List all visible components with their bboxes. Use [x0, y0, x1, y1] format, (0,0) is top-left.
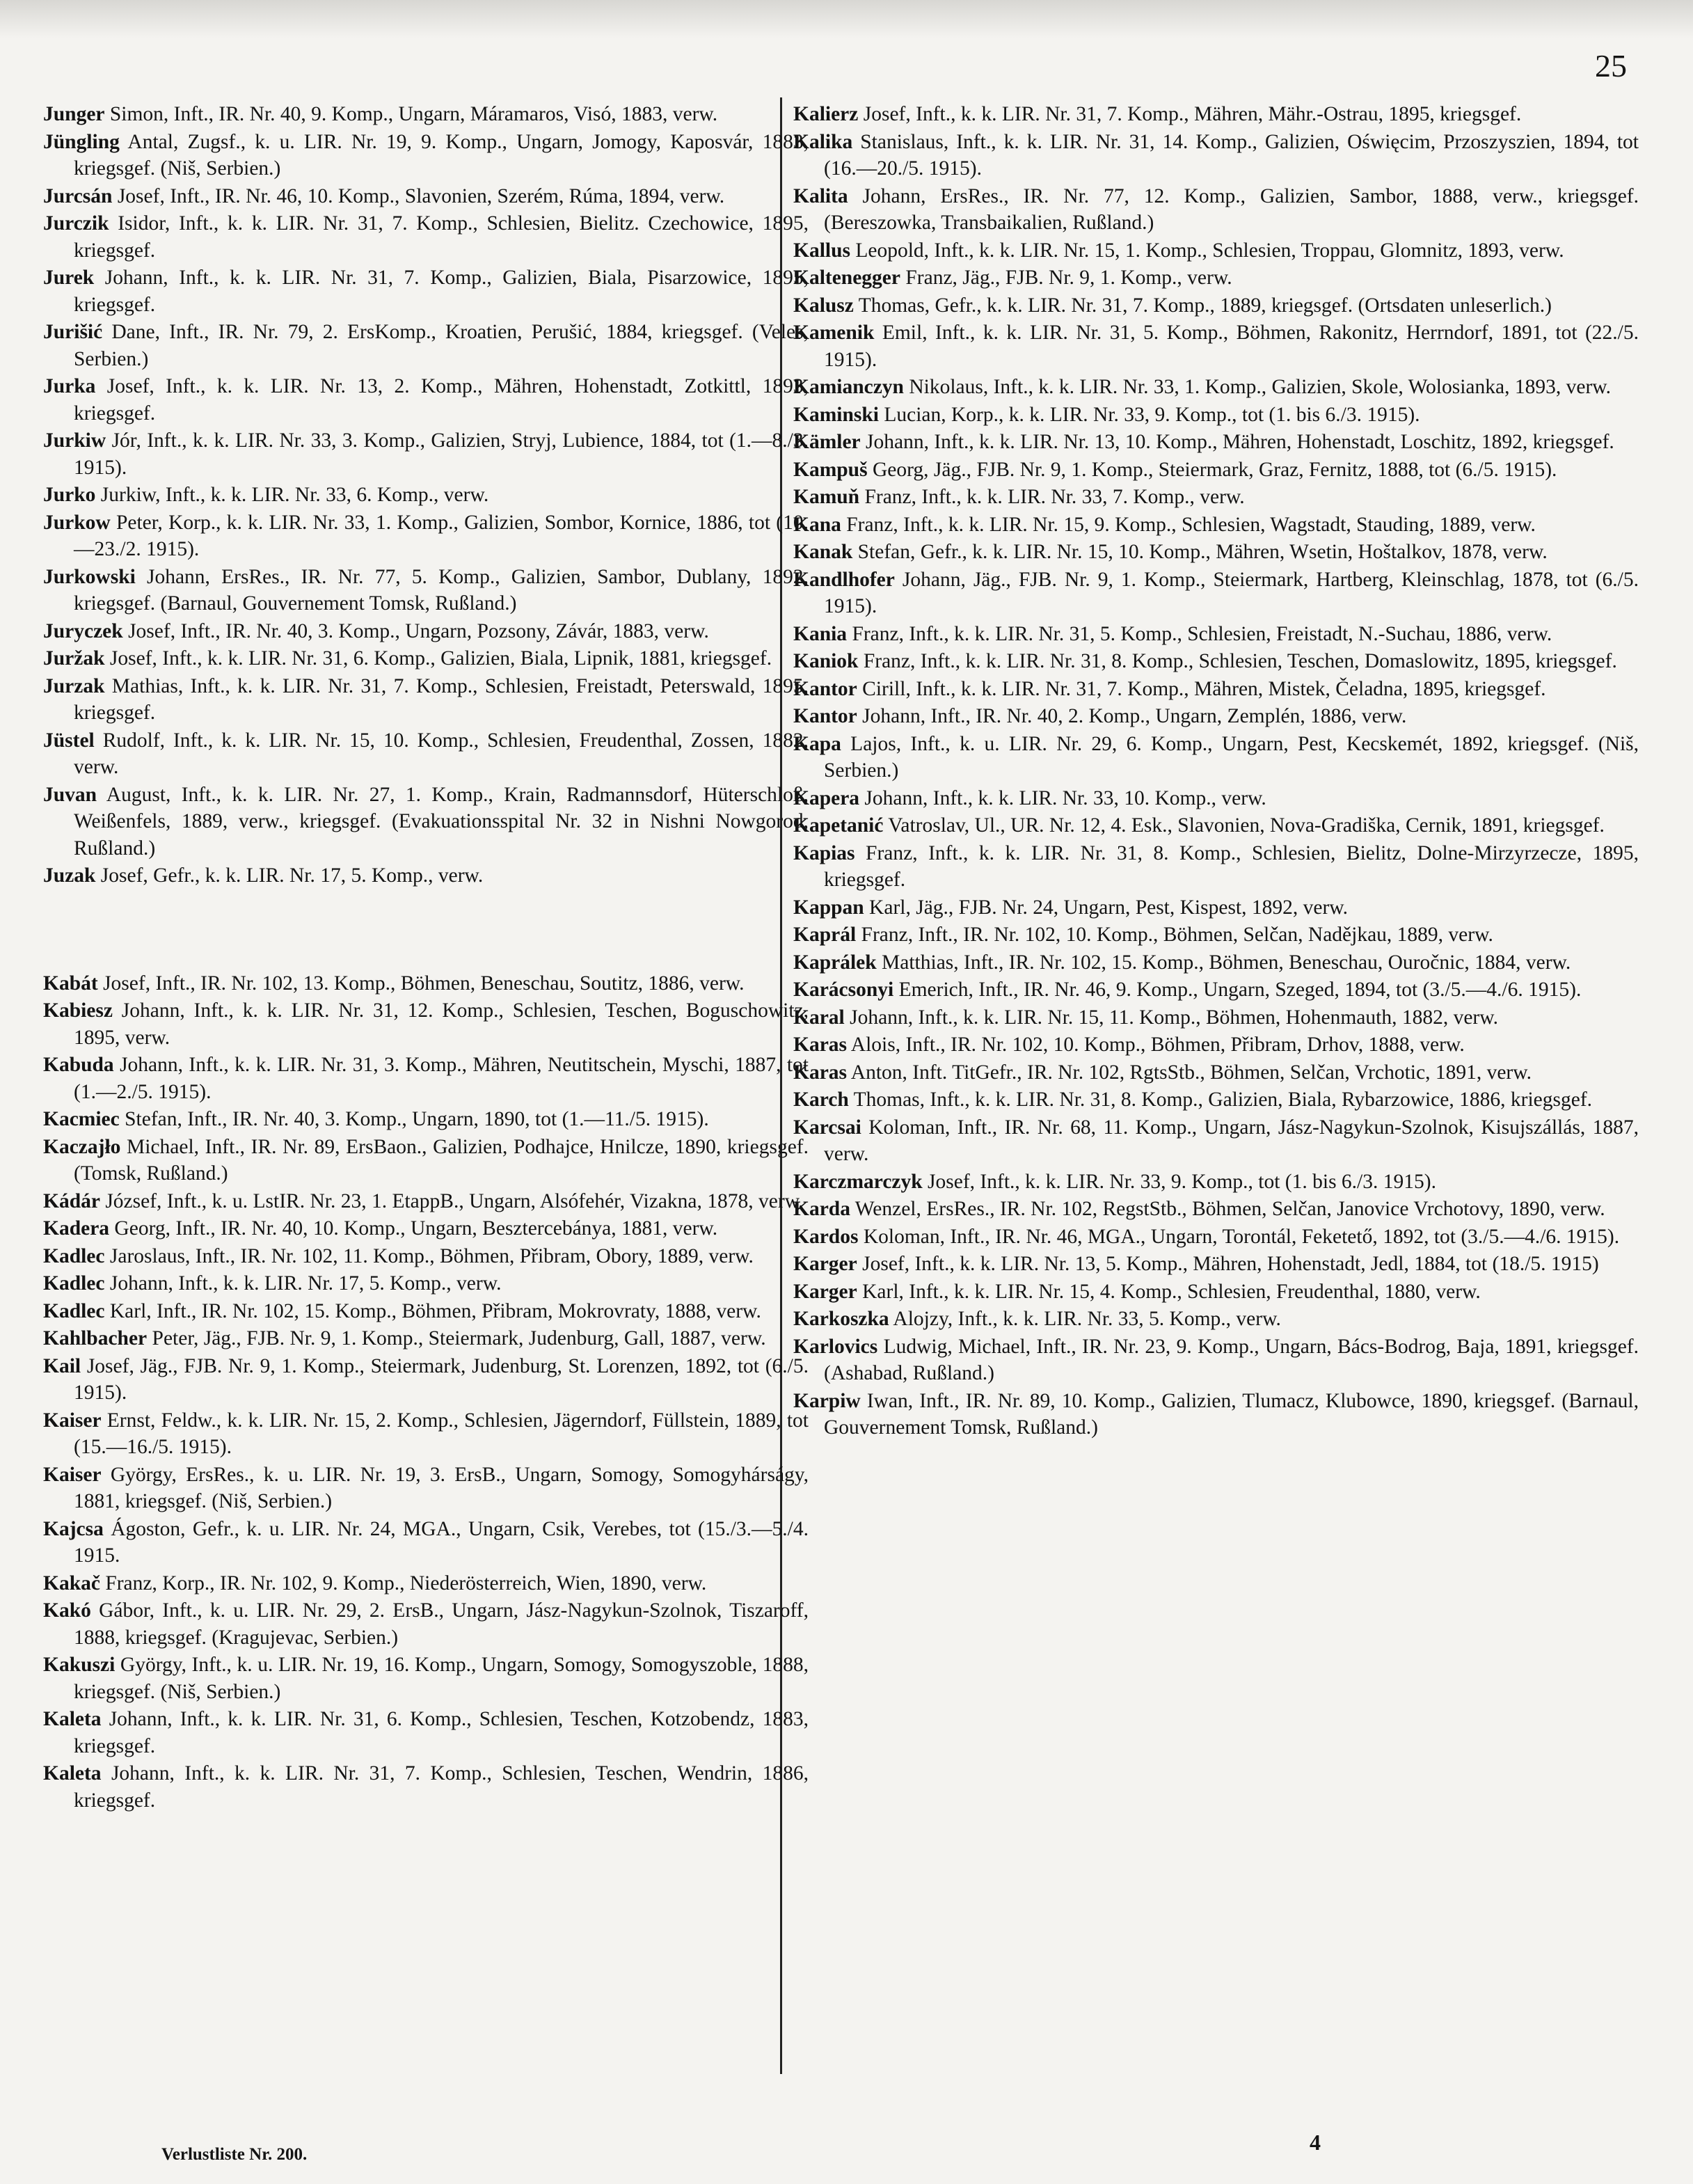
entry-details: Josef, Gefr., k. k. LIR. Nr. 17, 5. Komp., verw. [95, 864, 484, 887]
entry-details: Franz, Inft., IR. Nr. 102, 10. Komp., Böhmen, Selčan, Nadějkau, 1889, verw. [856, 924, 1493, 946]
entry-details: Franz, Inft., k. k. LIR. Nr. 31, 8. Komp., Schlesien, Bielitz, Dolne-Mirzyrzecze, 1895, kriegsgef. [824, 841, 1639, 891]
entry-details: Emerich, Inft., IR. Nr. 46, 9. Komp., Ungarn, Szeged, 1894, tot (3./5.—4./6. 1915). [893, 979, 1582, 1001]
list-entry [43, 1597, 809, 1651]
list-entry [43, 645, 809, 672]
entry-surname: Kantor [793, 705, 857, 727]
entry-surname: Jurkowski [43, 565, 136, 588]
list-entry [43, 1462, 809, 1515]
list-entry [793, 676, 1639, 703]
entry-details: Antal, Zugsf., k. u. LIR. Nr. 19, 9. Komp., Ungarn, Jomogy, Kaposvár, 1883, kriegsgef. (Niš, Serbien.) [74, 130, 809, 180]
list-entry [793, 840, 1639, 894]
entry-details: Karl, Jäg., FJB. Nr. 24, Ungarn, Pest, Kispest, 1892, verw. [864, 896, 1349, 919]
entry-details: Johann, ErsRes., IR. Nr. 77, 12. Komp., Galizien, Sambor, 1888, verw., kriegsgef. (Bereszowka, Transbaikalien, Rußland.) [824, 184, 1639, 234]
entry-details: Karl, Inft., k. k. LIR. Nr. 15, 4. Komp., Schlesien, Freudenthal, 1880, verw. [857, 1280, 1481, 1303]
entry-details: Franz, Jäg., FJB. Nr. 9, 1. Komp., verw. [900, 267, 1232, 289]
entry-details: Dane, Inft., IR. Nr. 79, 2. ErsKomp., Kroatien, Perušić, 1884, kriegsgef. (Veles, Serbien.) [74, 321, 809, 370]
entry-details: Johann, Inft., k. k. LIR. Nr. 31, 7. Komp., Galizien, Biala, Pisarzowice, 1895, kriegsgef. [74, 267, 809, 316]
entry-details: Leopold, Inft., k. k. LIR. Nr. 15, 1. Komp., Schlesien, Troppau, Glomnitz, 1893, verw. [850, 239, 1564, 262]
entry-details: Jór, Inft., k. k. LIR. Nr. 33, 3. Komp., Galizien, Stryj, Lubience, 1884, tot (1.—8./3. 1915). [74, 429, 809, 479]
entry-surname: Kakó [43, 1599, 91, 1622]
entry-surname: Kalita [793, 184, 848, 207]
list-entry [43, 618, 809, 645]
entry-surname: Kaleta [43, 1762, 102, 1785]
entry-surname: Karch [793, 1089, 849, 1111]
list-entry [793, 949, 1639, 976]
entry-details: Stanislaus, Inft., k. k. LIR. Nr. 31, 14. Komp., Galizien, Oświęcim, Przoszyszien, 1894, tot (16.—20./5. 1915). [824, 130, 1639, 180]
entry-surname: Kacmiec [43, 1108, 120, 1130]
entry-surname: Jurcsán [43, 184, 113, 207]
entry-details: Wenzel, ErsRes., IR. Nr. 102, RegstStb., Böhmen, Selčan, Janovice Vrchotovy, 1890, verw. [850, 1198, 1605, 1220]
list-entry [43, 1353, 809, 1407]
list-entry [43, 564, 809, 617]
entry-surname: Kabuda [43, 1054, 114, 1076]
entry-details: Johann, Inft., k. k. LIR. Nr. 31, 6. Komp., Schlesien, Teschen, Kotzobendz, 1883, kriegsgef. [74, 1708, 809, 1757]
entry-surname: Kahlbacher [43, 1327, 148, 1350]
list-entry [793, 1334, 1639, 1387]
entry-details: Iwan, Inft., IR. Nr. 89, 10. Komp., Galizien, Tlumacz, Klubowce, 1890, kriegsgef. (Barnaul, Gouvernement Tomsk, Rußland.) [824, 1389, 1639, 1439]
entry-details: Franz, Inft., k. k. LIR. Nr. 31, 8. Komp., Schlesien, Teschen, Domaslowitz, 1895, kriegsgef. [858, 650, 1617, 672]
entry-surname: Kapera [793, 786, 860, 809]
entry-surname: Kämler [793, 431, 861, 453]
list-entry [43, 1243, 809, 1270]
list-entry [793, 1086, 1639, 1114]
list-entry [43, 727, 809, 781]
entry-details: Koloman, Inft., IR. Nr. 46, MGA., Ungarn, Torontál, Feketető, 1892, tot (3./5.—4./6. 1915). [858, 1225, 1620, 1248]
list-entry [43, 782, 809, 862]
entry-details: Josef, Inft., k. k. LIR. Nr. 13, 5. Komp., Mähren, Hohenstadt, Jedl, 1884, tot (18./5. 1915) [857, 1253, 1599, 1275]
list-entry [43, 1706, 809, 1759]
list-entry [793, 1388, 1639, 1441]
entry-surname: Kadlec [43, 1299, 105, 1322]
list-entry [793, 1251, 1639, 1278]
list-entry [793, 292, 1639, 319]
list-entry [793, 621, 1639, 648]
entry-surname: Jurko [43, 484, 96, 506]
section-gap [43, 890, 809, 970]
page-number: 25 [1595, 48, 1627, 84]
entry-surname: Kadlec [43, 1272, 105, 1295]
entry-details: Josef, Inft., IR. Nr. 102, 13. Komp., Böhmen, Beneschau, Soutitz, 1886, verw. [97, 972, 745, 995]
entry-surname: Kappan [793, 896, 864, 919]
entry-surname: Karpiw [793, 1389, 861, 1412]
list-entry [793, 731, 1639, 784]
entry-details: Johann, Inft., k. k. LIR. Nr. 13, 10. Komp., Mähren, Hohenstadt, Loschitz, 1892, kriegsgef. [860, 431, 1614, 453]
list-entry [43, 1106, 809, 1133]
entry-surname: Kaiser [43, 1463, 102, 1486]
entry-surname: Kallus [793, 239, 850, 262]
entry-details: Johann, ErsRes., IR. Nr. 77, 5. Komp., Galizien, Sambor, Dublany, 1892, kriegsgef. (Barnaul, Gouvernement Tomsk, Rußland.) [74, 565, 809, 615]
entry-surname: Kamenik [793, 322, 875, 344]
entry-details: Josef, Inft., k. k. LIR. Nr. 33, 9. Komp., tot (1. bis 6./3. 1915). [922, 1170, 1436, 1193]
list-entry [793, 101, 1639, 128]
list-entry [43, 264, 809, 318]
list-entry [43, 1188, 809, 1215]
list-entry [793, 1196, 1639, 1223]
list-entry [793, 402, 1639, 429]
entry-surname: Jurka [43, 375, 96, 397]
entry-details: Josef, Inft., k. k. LIR. Nr. 31, 6. Komp., Galizien, Biala, Lipnik, 1881, kriegsgef. [104, 647, 772, 670]
footer-list-number: Verlustliste Nr. 200. [161, 2145, 308, 2164]
list-entry [793, 512, 1639, 539]
list-entry [793, 374, 1639, 401]
entry-surname: Kalika [793, 130, 853, 153]
entry-surname: Kania [793, 622, 848, 645]
entry-surname: Jurek [43, 267, 95, 289]
entry-surname: Karas [793, 1061, 848, 1084]
list-entry [43, 129, 809, 182]
entry-details: György, ErsRes., k. u. LIR. Nr. 19, 3. ErsB., Ungarn, Somogy, Somogyhárságy, 1881, kriegsgef. (Niš, Serbien.) [74, 1463, 809, 1512]
entry-surname: Kaniok [793, 650, 859, 672]
entry-details: Georg, Inft., IR. Nr. 40, 10. Komp., Ungarn, Besztercebánya, 1881, verw. [109, 1217, 718, 1240]
entry-surname: Kapa [793, 732, 841, 755]
entry-surname: Karda [793, 1198, 850, 1220]
list-entry [793, 539, 1639, 566]
entry-details: Simon, Inft., IR. Nr. 40, 9. Komp., Ungarn, Máramaros, Visó, 1883, verw. [104, 103, 718, 125]
entry-surname: Karal [793, 1006, 845, 1029]
list-entry [793, 921, 1639, 949]
footer-sheet-number: 4 [1310, 2130, 1321, 2155]
list-entry [43, 183, 809, 210]
entry-details: Franz, Inft., k. k. LIR. Nr. 33, 7. Komp., verw. [859, 486, 1245, 508]
entry-surname: Kaprálek [793, 951, 877, 974]
entry-details: Stefan, Inft., IR. Nr. 40, 3. Komp., Ungarn, 1890, tot (1.—11./5. 1915). [119, 1108, 709, 1130]
list-entry [43, 1325, 809, 1352]
list-entry [43, 1652, 809, 1705]
entry-surname: Jurkiw [43, 429, 106, 452]
list-entry [793, 264, 1639, 292]
list-entry [793, 1059, 1639, 1086]
entry-surname: Kalierz [793, 103, 859, 125]
entry-details: Vatroslav, Ul., UR. Nr. 12, 4. Esk., Slavonien, Nova-Gradiška, Cernik, 1891, kriegsgef. [883, 814, 1605, 837]
list-entry [43, 1052, 809, 1105]
entry-details: Gábor, Inft., k. u. LIR. Nr. 29, 2. ErsB., Ungarn, Jász-Nagykun-Szolnok, Tiszaroff, 1888, kriegsgef. (Kragujevac, Serbien.) [74, 1599, 809, 1649]
entry-surname: Karczmarczyk [793, 1170, 923, 1193]
scan-shadow [0, 0, 1693, 38]
entry-details: Franz, Inft., k. k. LIR. Nr. 15, 9. Komp., Schlesien, Wagstadt, Stauding, 1889, verw. [841, 513, 1536, 536]
list-entry [43, 1134, 809, 1187]
list-entry [43, 509, 809, 563]
entry-details: Josef, Inft., IR. Nr. 46, 10. Komp., Slavonien, Szerém, Rúma, 1894, verw. [112, 184, 725, 207]
entry-surname: Juvan [43, 783, 97, 806]
entry-surname: Jüngling [43, 130, 120, 153]
list-entry [793, 484, 1639, 511]
list-entry [793, 457, 1639, 484]
entry-surname: Kapetanić [793, 814, 884, 837]
entry-surname: Jurczik [43, 212, 109, 235]
list-entry [43, 673, 809, 727]
list-entry [43, 1516, 809, 1569]
entry-details: Franz, Inft., k. k. LIR. Nr. 31, 5. Komp., Schlesien, Freistadt, N.-Suchau, 1886, verw. [847, 622, 1552, 645]
entry-surname: Kadera [43, 1217, 110, 1240]
list-entry [793, 703, 1639, 730]
entry-details: Mathias, Inft., k. k. LIR. Nr. 31, 7. Komp., Schlesien, Freistadt, Peterswald, 1895, kriegsgef. [74, 674, 809, 724]
entry-details: Michael, Inft., IR. Nr. 89, ErsBaon., Galizien, Podhajce, Hnilcze, 1890, kriegsgef. (Tomsk, Rußland.) [74, 1135, 809, 1185]
entry-details: Ernst, Feldw., k. k. LIR. Nr. 15, 2. Komp., Schlesien, Jägerndorf, Füllstein, 1889, tot (15.—16./5. 1915). [74, 1409, 809, 1458]
entry-details: Cirill, Inft., k. k. LIR. Nr. 31, 7. Komp., Mähren, Mistek, Čeladna, 1895, kriegsgef. [857, 677, 1546, 700]
entry-details: Georg, Jäg., FJB. Nr. 9, 1. Komp., Steiermark, Graz, Fernitz, 1888, tot (6./5. 1915). [867, 458, 1557, 481]
entry-surname: Kail [43, 1354, 81, 1377]
entry-surname: Kardos [793, 1225, 859, 1248]
entry-surname: Jurkow [43, 511, 111, 534]
entry-details: Johann, Inft., k. k. LIR. Nr. 15, 11. Komp., Böhmen, Hohenmauth, 1882, verw. [844, 1006, 1498, 1029]
entry-surname: Karcsai [793, 1116, 861, 1139]
entry-surname: Kajcsa [43, 1517, 104, 1540]
entry-details: Jurkiw, Inft., k. k. LIR. Nr. 33, 6. Komp., verw. [95, 484, 489, 506]
list-entry [793, 1169, 1639, 1196]
list-entry [793, 785, 1639, 812]
entry-surname: Jurzak [43, 674, 105, 697]
list-entry [43, 997, 809, 1051]
entry-surname: Kanak [793, 541, 853, 563]
entry-surname: Kakuszi [43, 1654, 116, 1676]
entry-details: Johann, Inft., k. k. LIR. Nr. 33, 10. Komp., verw. [859, 786, 1266, 809]
entry-details: Rudolf, Inft., k. k. LIR. Nr. 15, 10. Komp., Schlesien, Freudenthal, Zossen, 1882, verw. [74, 729, 809, 778]
list-entry [43, 210, 809, 264]
list-entry [43, 319, 809, 372]
entry-details: Ágoston, Gefr., k. u. LIR. Nr. 24, MGA., Ungarn, Csik, Verebes, tot (15./3.—5./4. 1915. [74, 1517, 809, 1567]
list-entry [793, 812, 1639, 839]
entry-surname: Kaprál [793, 924, 857, 946]
list-entry [43, 1570, 809, 1597]
list-entry [793, 129, 1639, 182]
entry-details: József, Inft., k. u. LstIR. Nr. 23, 1. EtappB., Ungarn, Alsófehér, Vizakna, 1878, verw. [100, 1189, 804, 1212]
list-entry [793, 648, 1639, 675]
entry-surname: Kandlhofer [793, 568, 895, 591]
entry-surname: Karas [793, 1034, 848, 1056]
entry-details: Thomas, Inft., k. k. LIR. Nr. 31, 8. Komp., Galizien, Biala, Rybarzowice, 1886, kriegsgef. [848, 1089, 1593, 1111]
entry-surname: Kaltenegger [793, 267, 900, 289]
list-entry [793, 894, 1639, 921]
entry-surname: Kakač [43, 1572, 100, 1595]
entry-surname: Kaczajło [43, 1135, 121, 1158]
entry-surname: Kaleta [43, 1708, 102, 1730]
list-entry [793, 1224, 1639, 1251]
entry-details: Nikolaus, Inft., k. k. LIR. Nr. 33, 1. Komp., Galizien, Skole, Wolosianka, 1893, verw. [903, 376, 1612, 398]
list-entry [43, 427, 809, 481]
right-column [793, 101, 1639, 1442]
entry-details: György, Inft., k. u. LIR. Nr. 19, 16. Komp., Ungarn, Somogy, Somogyszoble, 1888, kriegsgef. (Niš, Serbien.) [74, 1654, 809, 1703]
list-entry [43, 1270, 809, 1297]
entry-details: Thomas, Gefr., k. k. LIR. Nr. 31, 7. Komp., 1889, kriegsgef. (Ortsdaten unleserlich.) [853, 294, 1552, 317]
entry-details: Lajos, Inft., k. u. LIR. Nr. 29, 6. Komp., Ungarn, Pest, Kecskemét, 1892, kriegsgef. (Niš, Serbien.) [824, 732, 1639, 782]
entry-details: Johann, Inft., k. k. LIR. Nr. 31, 3. Komp., Mähren, Neutitschein, Myschi, 1887, tot (1.—2./5. 1915). [74, 1054, 809, 1103]
entry-details: Ludwig, Michael, Inft., IR. Nr. 23, 9. Komp., Ungarn, Bács-Bodrog, Baja, 1891, kriegsgef. (Ashabad, Rußland.) [824, 1335, 1639, 1384]
entry-surname: Kaminski [793, 403, 879, 426]
entry-details: Stefan, Gefr., k. k. LIR. Nr. 15, 10. Komp., Mähren, Wsetin, Hoštalkov, 1878, verw. [852, 541, 1548, 563]
entry-details: Josef, Inft., IR. Nr. 40, 3. Komp., Ungarn, Pozsony, Závár, 1883, verw. [122, 619, 709, 642]
entry-surname: Karlovics [793, 1335, 878, 1358]
entry-details: Josef, Inft., k. k. LIR. Nr. 31, 7. Komp., Mähren, Mähr.-Ostrau, 1895, kriegsgef. [858, 103, 1522, 125]
entry-details: Anton, Inft. TitGefr., IR. Nr. 102, RgtsStb., Böhmen, Selčan, Vrchotic, 1891, verw. [847, 1061, 1532, 1084]
entry-details: Koloman, Inft., IR. Nr. 68, 11. Komp., Ungarn, Jász-Nagykun-Szolnok, Kisujszállás, 1887, verw. [824, 1116, 1639, 1165]
entry-details: Josef, Jäg., FJB. Nr. 9, 1. Komp., Steiermark, Judenburg, St. Lorenzen, 1892, tot (6./5. 1915). [74, 1354, 809, 1404]
list-entry [793, 976, 1639, 1004]
entry-surname: Kabát [43, 972, 98, 995]
left-column [43, 101, 809, 1814]
entry-details: Isidor, Inft., k. k. LIR. Nr. 31, 7. Komp., Schlesien, Bielitz. Czechowice, 1895, kriegsgef. [74, 212, 809, 262]
entry-details: Johann, Jäg., FJB. Nr. 9, 1. Komp., Steiermark, Hartberg, Kleinschlag, 1878, tot (6./5. 1915). [824, 568, 1639, 617]
entry-details: Peter, Jäg., FJB. Nr. 9, 1. Komp., Steiermark, Judenburg, Gall, 1887, verw. [147, 1327, 766, 1350]
entry-details: Alois, Inft., IR. Nr. 102, 10. Komp., Böhmen, Přibram, Drhov, 1888, verw. [847, 1034, 1465, 1056]
entry-surname: Jurišić [43, 321, 103, 343]
entry-details: Johann, Inft., k. k. LIR. Nr. 17, 5. Komp., verw. [104, 1272, 502, 1295]
list-entry [793, 1031, 1639, 1059]
entry-details: Karl, Inft., IR. Nr. 102, 15. Komp., Böhmen, Přibram, Mokrovraty, 1888, verw. [104, 1299, 761, 1322]
entry-details: Josef, Inft., k. k. LIR. Nr. 13, 2. Komp., Mähren, Hohenstadt, Zotkittl, 1893, kriegsgef. [74, 375, 809, 425]
entry-surname: Karkoszka [793, 1308, 889, 1330]
entry-surname: Juržak [43, 647, 105, 670]
entry-surname: Kaiser [43, 1409, 102, 1432]
entry-surname: Kádár [43, 1189, 100, 1212]
list-entry [43, 1298, 809, 1325]
list-entry [793, 429, 1639, 456]
entry-details: Johann, Inft., k. k. LIR. Nr. 31, 12. Komp., Schlesien, Teschen, Boguschowitz, 1895, verw. [74, 999, 809, 1049]
list-entry [793, 1114, 1639, 1168]
list-entry [43, 862, 809, 889]
list-entry [43, 482, 809, 509]
entry-details: Johann, Inft., k. k. LIR. Nr. 31, 7. Komp., Schlesien, Teschen, Wendrin, 1886, kriegsgef. [74, 1762, 809, 1812]
entry-details: Alojzy, Inft., k. k. LIR. Nr. 33, 5. Komp., verw. [889, 1308, 1281, 1330]
entry-surname: Juryczek [43, 619, 123, 642]
entry-surname: Kadlec [43, 1244, 105, 1267]
entry-details: Peter, Korp., k. k. LIR. Nr. 33, 1. Komp., Galizien, Sombor, Kornice, 1886, tot (10.—23./2. 1915). [74, 511, 809, 560]
entry-surname: Kantor [793, 677, 857, 700]
entry-surname: Kamianczyn [793, 376, 904, 398]
list-entry [43, 1760, 809, 1814]
entry-details: Jaroslaus, Inft., IR. Nr. 102, 11. Komp., Böhmen, Přibram, Obory, 1889, verw. [104, 1244, 754, 1267]
entry-surname: Jüstel [43, 729, 95, 752]
list-entry [43, 1215, 809, 1242]
list-entry [793, 183, 1639, 237]
entry-surname: Kana [793, 513, 841, 536]
list-entry [43, 970, 809, 997]
entry-surname: Kampuš [793, 458, 868, 481]
entry-surname: Kapias [793, 841, 855, 864]
entry-details: Johann, Inft., IR. Nr. 40, 2. Komp., Ungarn, Zemplén, 1886, verw. [857, 705, 1407, 727]
list-entry [793, 1279, 1639, 1306]
list-entry [793, 237, 1639, 264]
entry-surname: Kamuň [793, 486, 860, 508]
list-entry [793, 1306, 1639, 1333]
entry-details: Franz, Korp., IR. Nr. 102, 9. Komp., Niederösterreich, Wien, 1890, verw. [100, 1572, 707, 1595]
entry-details: Matthias, Inft., IR. Nr. 102, 15. Komp., Böhmen, Beneschau, Ouročnic, 1884, verw. [876, 951, 1571, 974]
entry-details: August, Inft., k. k. LIR. Nr. 27, 1. Komp., Krain, Radmannsdorf, Hüterschloß, Weißenfels, 1889, verw., kriegsgef. (Evakuationsspital Nr. 32 in Nishni Nowgorod, Rußland.) [74, 783, 809, 860]
entry-surname: Kalusz [793, 294, 854, 317]
list-entry [43, 101, 809, 128]
list-entry [793, 319, 1639, 373]
list-entry [793, 1004, 1639, 1031]
list-entry [43, 1407, 809, 1461]
entry-surname: Karger [793, 1253, 857, 1275]
entry-details: Lucian, Korp., k. k. LIR. Nr. 33, 9. Komp., tot (1. bis 6./3. 1915). [878, 403, 1420, 426]
entry-details: Emil, Inft., k. k. LIR. Nr. 31, 5. Komp., Böhmen, Rakonitz, Herrndorf, 1891, tot (22./5. 1915). [824, 322, 1639, 371]
entry-surname: Kabiesz [43, 999, 113, 1022]
entry-surname: Karger [793, 1280, 857, 1303]
entry-surname: Juzak [43, 864, 96, 887]
list-entry [43, 373, 809, 427]
list-entry [793, 567, 1639, 620]
entry-surname: Karácsonyi [793, 979, 894, 1001]
entry-surname: Junger [43, 103, 105, 125]
